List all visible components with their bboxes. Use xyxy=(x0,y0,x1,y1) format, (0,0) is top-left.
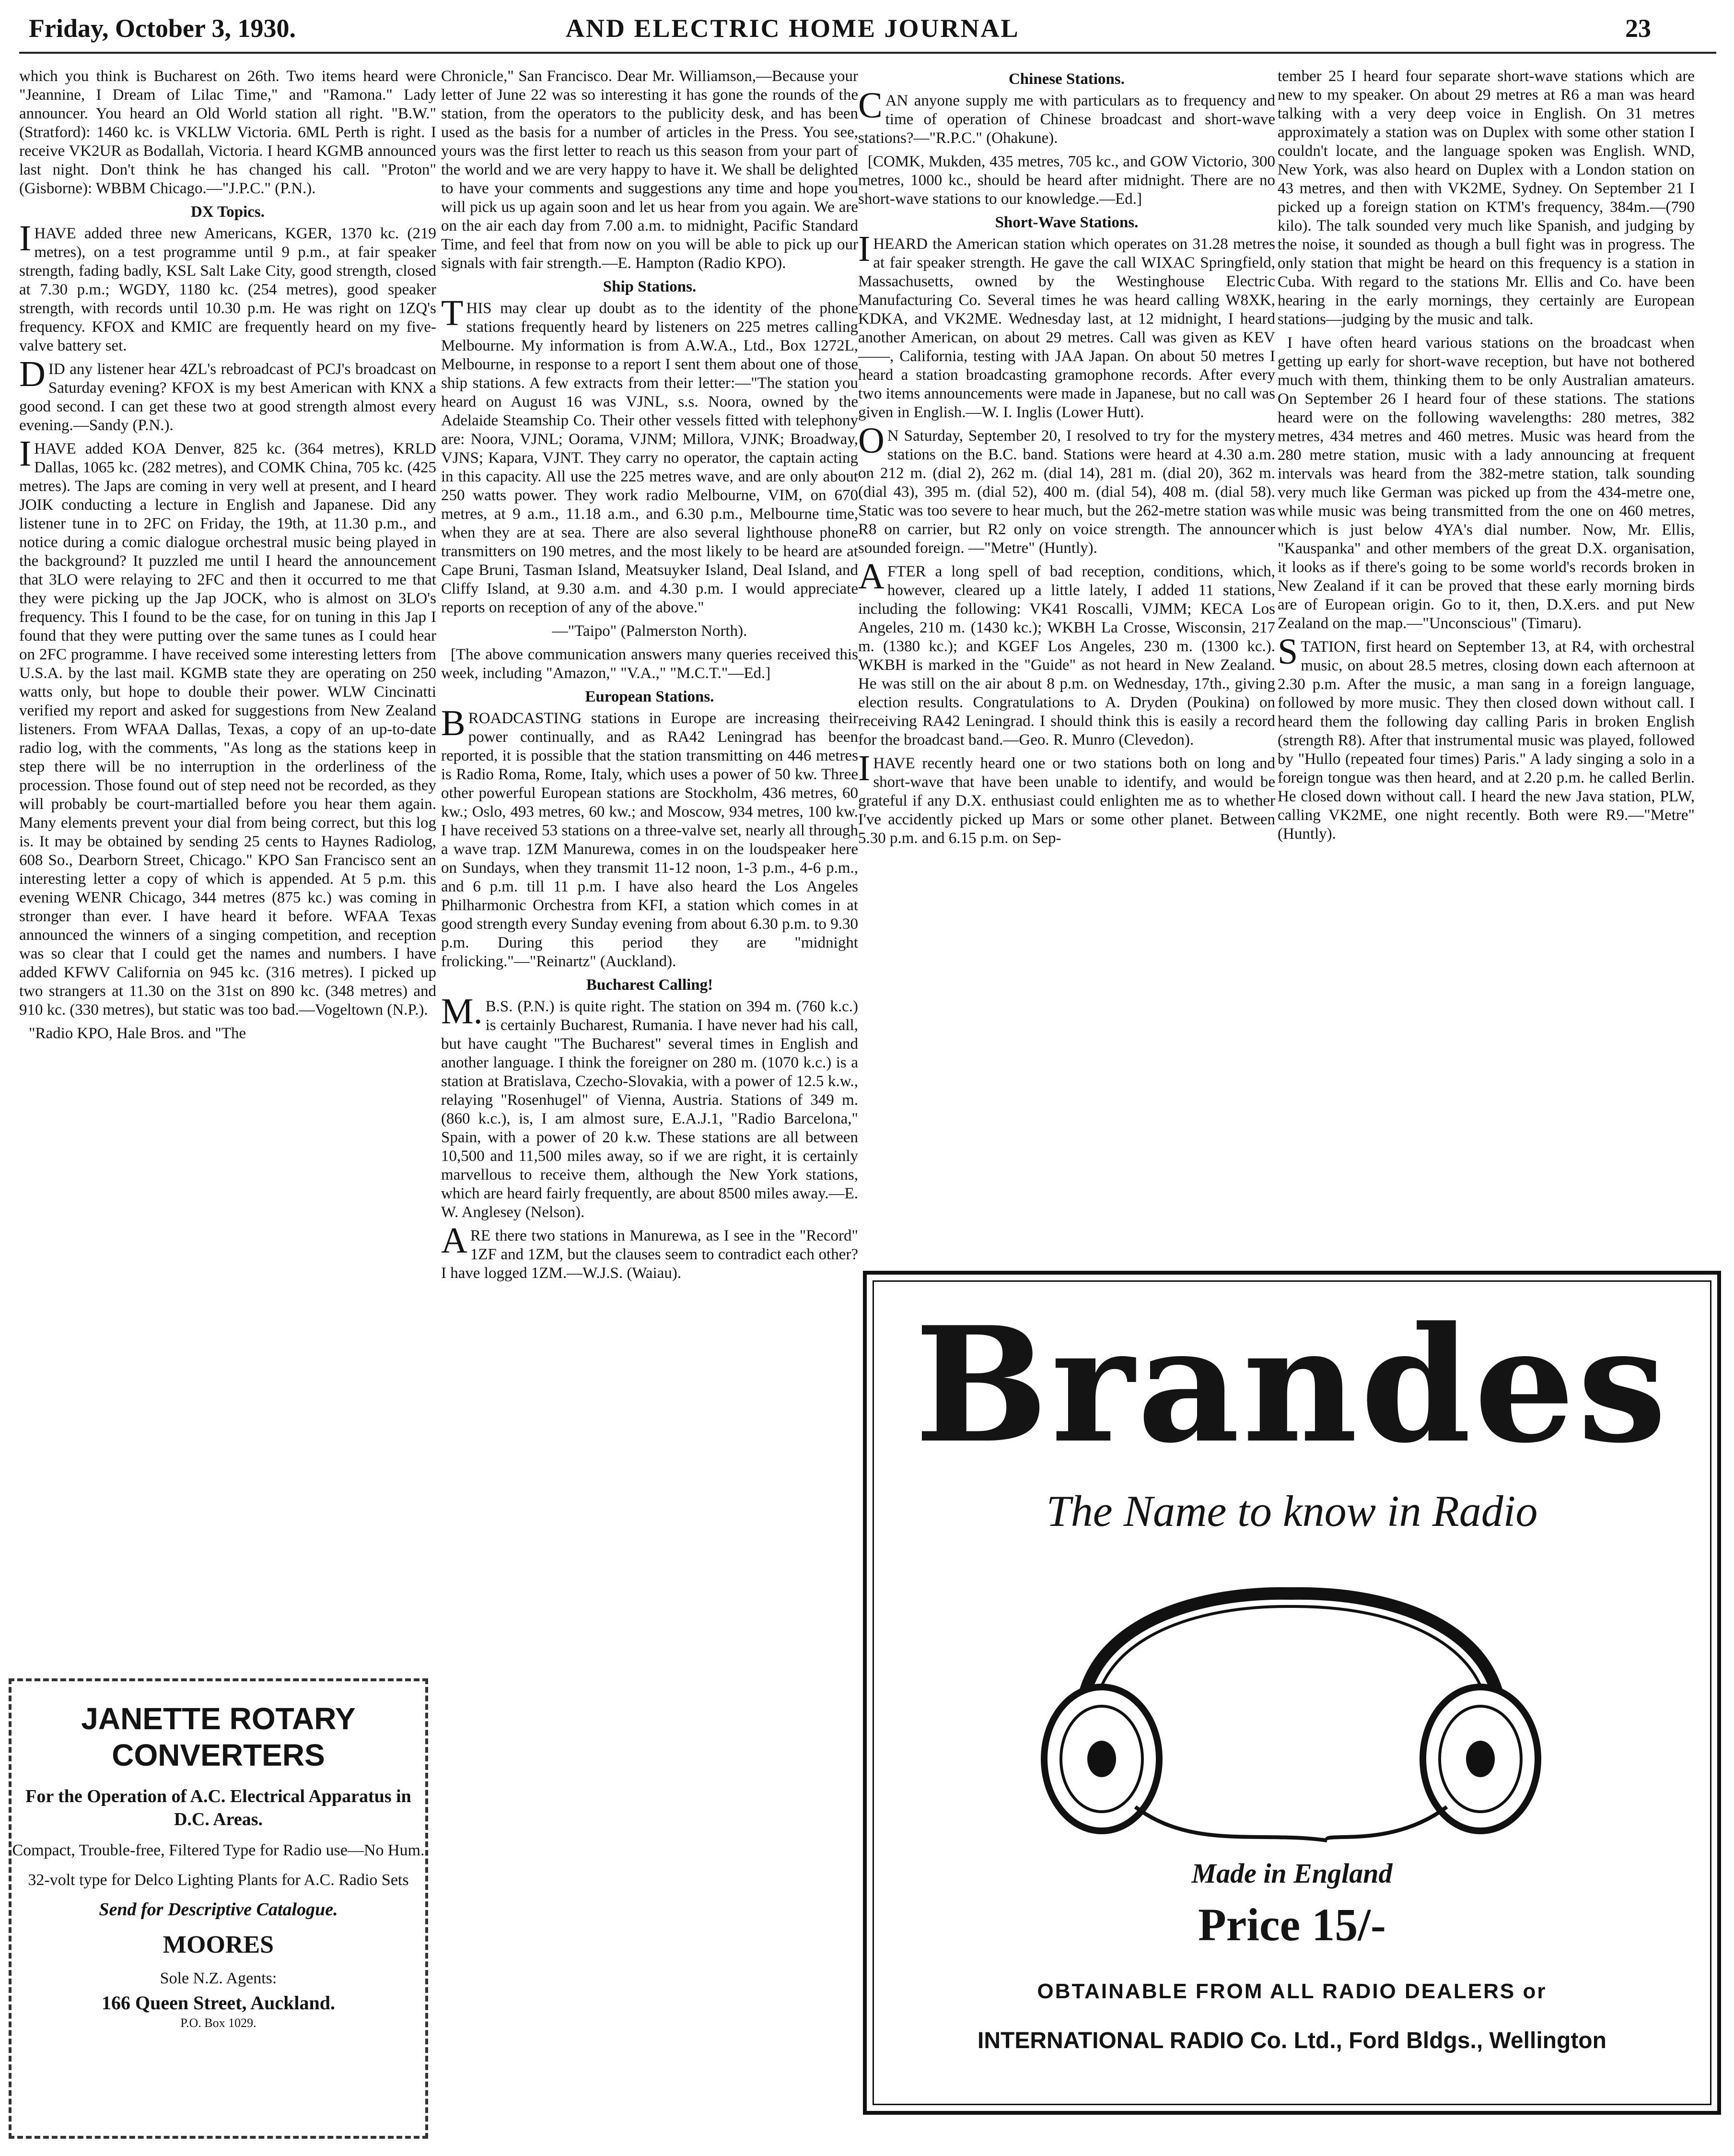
section-heading: European Stations. xyxy=(585,688,714,705)
section-heading: DX Topics. xyxy=(190,203,265,221)
ad-headline: CONVERTERS xyxy=(112,1738,325,1772)
header-date: Friday, October 3, 1930. xyxy=(29,14,296,43)
ad-obtainable: OBTAINABLE FROM ALL RADIO DEALERS or xyxy=(1037,1980,1547,2003)
article-paragraph: which you think is Bucharest on 26th. Two items heard were "Jeannine, I Dream of Lilac Time," and "Ramona." Lady announcer. You heard an Old World station all right. "B.W." (Stratford): 1460 kc. is VKLLW Victoria. 6ML Perth is right. I receive VK2UR as Bodallah, Victoria. I heard KGMB announced last night. Don't think he has changed his call. "Proton" (Gisborne): WBBM Chicago.—"J.P.C." (P.N.). xyxy=(19,68,436,197)
ad-dealer: INTERNATIONAL RADIO Co. Ltd., Ford Bldgs., Wellington xyxy=(978,2028,1606,2053)
page-number: 23 xyxy=(1625,14,1651,43)
article-paragraph: THIS may clear up doubt as to the identity of the phone stations frequently heard by listeners on 225 metres calling Melbourne. My information is from A.W.A., Ltd., Box 1272L, Melbourne, in response to a report I sent them about one of those ship stations. A few extracts from their letter:—"The station you heard on August 16 was VJNL, s.s. Noora, owned by the Adelaide Steamship Co. Their other vessels fitted with telephony are: Noora, VJNL; Oorama, VJNM; Millora, VJNK; Broadway, VJNS; Kapara, VJNT. They carry no operator, the captain acting in this capacity. All use the 225 metres wave, and are only about 250 watts power. They work radio Melbourne, VIM, on 670 metres, at 9 a.m., 11.18 a.m., and 6.30 p.m., Melbourne time, when they are at sea. There are also several lighthouse phone transmitters on 190 metres, and the most likely to be heard are at Cape Bruni, Tasman Island, Meatsuyker Island, Deal Island, and Cliffy Island, at 9.30 a.m. and 4.30 p.m. I would appreciate reports on reception of any of the above." xyxy=(441,293,858,616)
section-heading: Short-Wave Stations. xyxy=(995,214,1139,231)
section-heading: Chinese Stations. xyxy=(1008,70,1125,88)
article-paragraph: I have often heard various stations on the broadcast when getting up early for short-wave reception, but have not bothered much with them, thinking them to be only Australian amateurs. On September 26 I heard four of these stations. The stations heard were on the following wavelengths: 280 metres, 382 metres, 434 metres and 460 metres. Music was heard from the 280 metre station, music with a lady announcing at frequent intervals was heard from the 382-metre station, talk sounding very much like German was picked up from the 434-metre one, while music was being transmitted from the one on 460 metres, which is just below 4YA's dial number. Now, Mr. Ellis, "Kauspanka" and other members of the great D.X. organisation, it looks as if there's going to be some world's records broken in New Zealand if it can be proved that these early morning birds are of European origin. Go to it, then, D.X.ers. and put New Zealand on the map.—"Unconscious" (Timaru). xyxy=(1278,334,1695,632)
ad-address: P.O. Box 1029. xyxy=(180,2016,256,2030)
article-paragraph: BROADCASTING stations in Europe are increasing their power continually, and as RA42 Leningrad has been reported, it is possible that the station transmitting on 446 metres is Radio Roma, Rome, Italy, which uses a power of 50 kw. Three other powerful European stations are Stockholm, 436 metres, 60 kw.; Oslo, 493 metres, 60 kw.; and Moscow, 934 metres, 100 kw. I have received 53 stations on a three-valve set, nearly all through a wave trap. 1ZM Manurewa, comes in on the loudspeaker here on Sundays, when they transmit 11-12 noon, 1-3 p.m., 4-6 p.m., and 6 p.m. till 11 p.m. I have also heard the Los Angeles Philharmonic Orchestra from KFI, a station which comes in at good strength every Sunday evening from about 6.30 p.m. to 9.30 p.m. During this period they are "midnight frolicking."—"Reinartz" (Auckland). xyxy=(441,703,858,970)
article-paragraph: ARE there two stations in Manurewa, as I see in the "Record" 1ZF and 1ZM, but the clauses seem to contradict each other? I have logged 1ZM.—W.J.S. (Waiau). xyxy=(441,1220,858,1282)
column-4 xyxy=(1278,67,1695,1309)
headphones-icon xyxy=(991,1582,1591,1850)
article-paragraph: STATION, first heard on September 13, at R4, with orchestral music, on about 28.5 metres, closing down each afternoon at 2.30 p.m. After the music, a man sang in a foreign language, followed by more music. They then closed down without call. I heard them the following day calling Paris in broken English (strength R8). After that instrumental music was played, followed by "Hullo (repeated four times) Paris." A lady singing a solo in a foreign tongue was then heard, and at 2.20 p.m. he called Berlin. He closed down without call. I heard the new Java station, PLW, calling VK2ME, one night recently. Both were R9.—"Metre" (Huntly). xyxy=(1278,632,1695,843)
brandes-advertisement xyxy=(863,1271,1721,2115)
column-2 xyxy=(441,67,858,2120)
page-header xyxy=(0,0,1734,58)
ad-text: For the Operation of A.C. Electrical Apparatus in D.C. Areas. xyxy=(25,1786,411,1829)
ad-text: Sole N.Z. Agents: xyxy=(160,1969,277,1987)
ad-headline: JANETTE ROTARY xyxy=(81,1701,356,1736)
article-paragraph: Chronicle," San Francisco. Dear Mr. Williamson,—Because your letter of June 22 was so interesting it has gone the rounds of the station, from the operators to the publicity desk, and has been used as the basis for a number of articles in the Press. You see, yours was the first letter to reach us this season from your part of the world and we are very happy to have it. We shall be delighted to have your comments and suggestions any time and hope you will pick us up again soon and let us hear from you again. We are on the air each day from 7.00 a.m. to midnight, Pacific Standard Time, and feel that from now on you will be able to pick up our signals with fair strength.—E. Hampton (Radio KPO). xyxy=(441,68,858,272)
article-paragraph: IHAVE recently heard one or two stations both on long and short-wave that have been unable to identify, and would be grateful if any D.X. enthusiast could enlighten me as to whether I've accidently picked up Mars or some other planet. Between 5.30 p.m. and 6.15 p.m. on Sep- xyxy=(858,748,1275,847)
column-1 xyxy=(19,67,436,1664)
header-title: AND ELECTRIC HOME JOURNAL xyxy=(566,14,1020,43)
article-paragraph: IHEARD the American station which operates on 31.28 metres at fair speaker strength. He gave the call WIXAC Springfield, Massachusetts, owned by the Westinghouse Electric Manufacturing Co. Several times he was heard calling W8XK, KDKA, and VK2ME. Wednesday last, at 12 midnight, I heard another American, on about 29 metres. Call was given as KEV——, California, testing with JAA Japan. On about 50 metres I heard a station broadcasting gramophone records. After every two items announcements were made in Japanese, but no call was given in English.—W. I. Inglis (Lower Hutt). xyxy=(858,229,1275,421)
section-heading: Bucharest Calling! xyxy=(586,976,713,994)
article-paragraph: tember 25 I heard four separate short-wave stations which are new to my speaker. On about 29 metres at R6 a man was heard talking with a very deep voice in English. On 31 metres approximately a station was on Duplex with some other station I couldn't locate, and the language spoken was English. WND, New York, was also heard on Duplex with a London station on 43 metres, and then with VK2ME, Sydney. On September 21 I picked up a foreign station on KTM's frequency, 384m.—(790 kilo). The talk sounded very much like Spanish, and judging by the noise, it sounded as though a bull fight was in progress. The only station that might be heard on this frequency is a station in Cuba. With regard to the stations Mr. Ellis and Co. have been hearing in the early mornings, they certainly are European stations—judging by the music and talk. xyxy=(1278,68,1695,328)
header-rule xyxy=(19,52,1716,54)
article-signature: —"Taipo" (Palmerston North). xyxy=(552,622,747,640)
article-paragraph: AFTER a long spell of bad reception, conditions, which, however, cleared up a little lately, I added 11 stations, including the following: VK41 Roscalli, VJMM; KECA Los Angeles, 210 m. (1430 kc.); WKBH La Crosse, Wisconsin, 217 m. (1380 kc.); and KGEF Los Angeles, 230 m. (1300 kc.). WKBH is marked in the "Guide" as not heard in New Zealand. He was still on the air about 8 p.m. on Wednesday, 17th., giving election results. Congratulations to A. Dryden (Poukina) on receiving RA42 Leningrad. I should think this is easily a record for the broadcast band.—Geo. R. Munro (Clevedon). xyxy=(858,556,1275,749)
ad-text: Compact, Trouble-free, Filtered Type for Radio use—No Hum. xyxy=(12,1841,425,1859)
article-paragraph: DID any listener hear 4ZL's rebroadcast of PCJ's broadcast on Saturday evening? KFOX is my best American with KNX a good second. I can get these two at good strength almost every evening.—Sandy (P.N.). xyxy=(19,354,436,434)
ad-address: 166 Queen Street, Auckland. xyxy=(101,1992,336,2014)
ad-brand-name: Brandes xyxy=(914,1292,1670,1478)
ad-text: 32-volt type for Delco Lighting Plants for A.C. Radio Sets xyxy=(28,1871,409,1889)
column-3 xyxy=(858,67,1275,1309)
ad-brand: MOORES xyxy=(163,1931,274,1958)
article-paragraph: CAN anyone supply me with particulars as to frequency and time of operation of Chinese broadcast and short-wave stations?—"R.P.C." (Ohakune). xyxy=(858,85,1275,147)
editor-note: [The above communication answers many queries received this week, including "Amazon," "V.A.," "M.C.T."—Ed.] xyxy=(441,646,858,682)
section-heading: Ship Stations. xyxy=(603,278,697,295)
article-paragraph: IHAVE added three new Americans, KGER, 1370 kc. (219 metres), on a test programme until 9 p.m., at fair speaker strength, fading badly, KSL Salt Lake City, good strength, closed at 7.30 p.m.; WGDY, 1180 kc. (254 metres), good speaker strength, with records until 10.30 p.m. He was right on 1ZQ's frequency. KFOX and KMIC are frequently heard on my five-valve battery set. xyxy=(19,218,436,354)
article-paragraph: ON Saturday, September 20, I resolved to try for the mystery stations on the B.C. band. Stations were heard at 4.30 a.m. on 212 m. (dial 2), 262 m. (dial 14), 281 m. (dial 20), 362 m. (dial 43), 395 m. (dial 52), 400 m. (dial 54), 408 m. (dial 58). Static was too severe to hear much, but the 262-metre station was R8 on carrier, but R2 only on voice strength. The announcer sounded foreign. —"Metre" (Huntly). xyxy=(858,421,1275,557)
ad-price: Price 15/- xyxy=(1198,1899,1386,1950)
article-paragraph: "Radio KPO, Hale Bros. and "The xyxy=(29,1025,246,1042)
article-paragraph: IHAVE added KOA Denver, 825 kc. (364 metres), KRLD Dallas, 1065 kc. (282 metres), and COMK China, 705 kc. (425 metres). The Japs are coming in very well at present, and I heard JOIK conducting a lecture in English and Japanese. Did any listener tune in to 2FC on Friday, the 19th, at 11.30 p.m., and notice during a comic dialogue orchestral music being played in the background? It puzzled me until I heard the announcement that 3LO were relaying to 2FC and then it occurred to me that they were picking up the Jap JOCK, who is almost on 3LO's frequency. This I found to be the case, for on tuning in this Jap I found that they were putting over the same tunes as I could hear on 2FC programme. I have received some interesting letters from U.S.A. by the last mail. KGMB state they are operating on 250 watts only, but hope to double their power. WLW Cincinatti verified my report and asked for suggestions from New Zealand listeners. From WFAA Dallas, Texas, a copy of an up-to-date radio log, with the comments, "As long as the stations keep in step there will be no interruption in the orderliness of the procession. Those found out of step need not be recorded, as they will probably be court-martialled before you hear them again. Many elements prevent your dial from being correct, but this log is. It may be obtained by sending 25 cents to Haynes Radiolog, 608 So., Dearborn Street, Chicago." KPO San Francisco sent an interesting letter a copy of which is appended. At 5 p.m. this evening WENR Chicago, 344 metres (875 kc.) was coming in stronger than ever. I have heard it before. WFAA Texas announced the winners of a singing competition, and reception was so clear that I could get the names and numbers. I have added KFWV California on 945 kc. (316 metres). I picked up two strangers at 11.30 on the 31st on 890 kc. (348 metres) and 910 kc. (330 metres), but static was too bad.—Vogeltown (N.P.). xyxy=(19,434,436,1019)
ad-text: Send for Descriptive Catalogue. xyxy=(99,1899,338,1920)
article-paragraph: M.B.S. (P.N.) is quite right. The station on 394 m. (760 k.c.) is certainly Bucharest, Rumania. I have never had his call, but have caught "The Bucharest" several times in English and another language. I think the foreigner on 280 m. (1070 k.c.) is a station at Bratislava, Czecho-Slovakia, with a power of 12.5 k.w., relaying "Rosenhugel" of Vienna, Austria. Stations of 349 m. (860 k.c.), is, I am almost sure, E.A.J.1, "Radio Barcelona," Spain, with a power of 20 k.w. These stations are all between 10,500 and 11,500 miles away, so if we are right, it is certainly marvellous to receive them, although the New York stations, which are heard fairly frequently, are about 8500 miles away.—E. W. Anglesey (Nelson). xyxy=(441,991,858,1221)
editor-note: [COMK, Mukden, 435 metres, 705 kc., and GOW Victorio, 300 metres, 1000 kc., should be heard after midnight. There are no short-wave stations to our knowledge.—Ed.] xyxy=(858,153,1275,208)
janette-advertisement xyxy=(9,1678,428,2139)
ad-slogan: The Name to know in Radio xyxy=(1046,1487,1538,1535)
ad-origin: Made in England xyxy=(1191,1858,1393,1889)
